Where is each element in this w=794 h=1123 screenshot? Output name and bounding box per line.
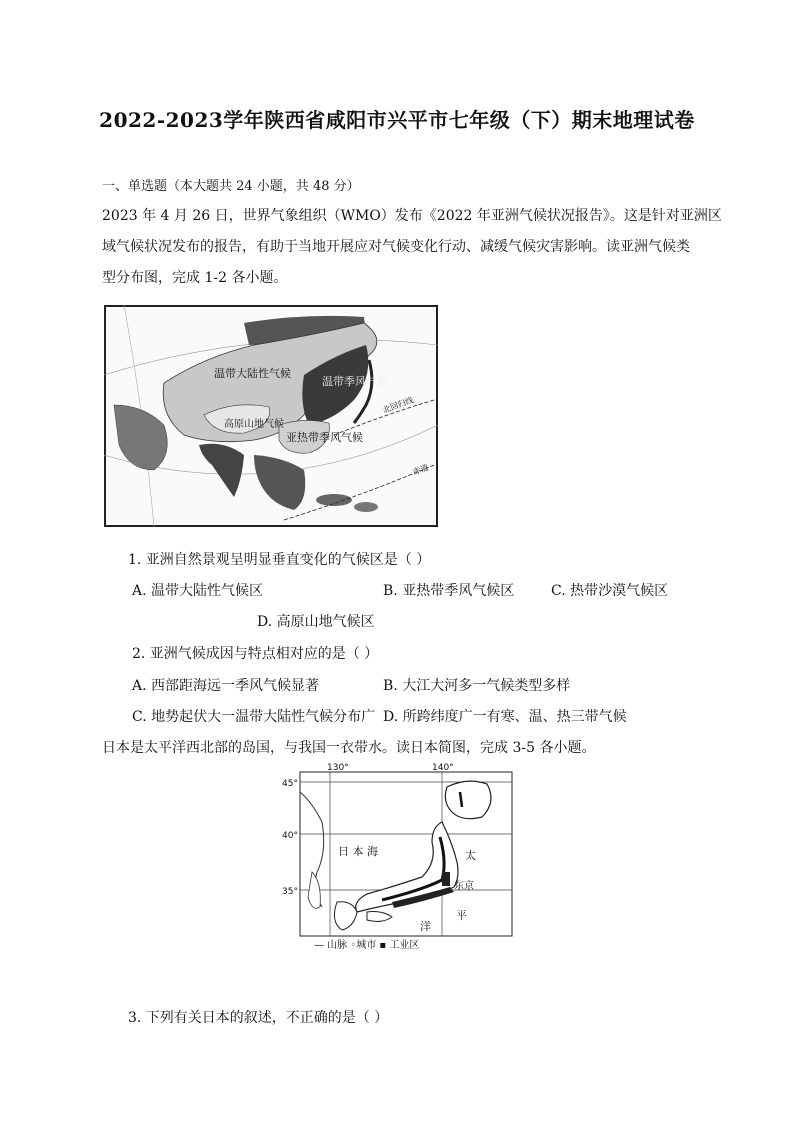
q2-stem: 2. 亚洲气候成因与特点相对应的是（ ） xyxy=(132,646,379,662)
label-temperate-continental: 温带大陆性气候 xyxy=(214,367,291,380)
q1-option-c[interactable]: C. 热带沙漠气候区 xyxy=(551,583,669,599)
sea-of-japan-label: 日 本 海 xyxy=(338,845,378,858)
intro2: 日本是太平洋西北部的岛国，与我国一衣带水。读日本简图，完成 3-5 各小题。 xyxy=(102,740,596,756)
japan-map xyxy=(282,762,518,952)
q1-stem: 1. 亚洲自然景观呈明显垂直变化的气候区是（ ） xyxy=(128,552,431,568)
lon-130-label: 130° xyxy=(327,763,349,773)
label-highland: 高原山地气候 xyxy=(224,419,284,430)
q1-option-d[interactable]: D. 高原山地气候区 xyxy=(257,614,375,630)
label-subtropical-monsoon: 亚热带季风气候 xyxy=(286,431,363,444)
label-temperate-monsoon: 温带季风气候 xyxy=(322,375,388,388)
pacific-label-1: 太 xyxy=(465,849,476,862)
lon-140-label: 140° xyxy=(432,763,454,773)
asia-climate-map xyxy=(104,305,438,527)
lat-40-label: 40° xyxy=(282,831,298,841)
lat-45-label: 45° xyxy=(282,779,298,789)
q2-option-a[interactable]: A. 西部距海远一季风气候显著 xyxy=(132,678,320,694)
section-heading: 一、单选题（本大题共 24 小题，共 48 分） xyxy=(102,179,360,194)
q3-stem: 3. 下列有关日本的叙述，不正确的是（ ） xyxy=(128,1010,389,1026)
tokyo-label: 东京 xyxy=(454,881,474,892)
lat-35-label: 35° xyxy=(282,887,298,897)
label-equator: 赤道 xyxy=(411,462,430,477)
exam-title: 2022-2023学年陕西省咸阳市兴平市七年级（下）期末地理试卷 xyxy=(99,108,695,132)
q1-option-a[interactable]: A. 温带大陆性气候区 xyxy=(132,583,264,599)
intro1-line1: 2023 年 4 月 26 日，世界气象组织（WMO）发布《2022 年亚洲气候状况报告》。这是针对亚洲区 xyxy=(102,208,722,224)
q2-option-d[interactable]: D. 所跨纬度广一有寒、温、热三带气候 xyxy=(383,709,627,725)
map-legend: — 山脉 ◦城市 ▪ 工业区 xyxy=(314,940,420,951)
q2-option-b[interactable]: B. 大江大河多一气候类型多样 xyxy=(383,678,571,694)
intro1-line3: 型分布图，完成 1-2 各小题。 xyxy=(102,270,288,286)
label-tropic-of-cancer: 北回归线 xyxy=(381,395,415,415)
pacific-label-3: 洋 xyxy=(420,920,431,933)
pacific-label-2: 平 xyxy=(456,909,467,922)
q2-option-c[interactable]: C. 地势起伏大一温带大陆性气候分布广 xyxy=(132,709,376,725)
q1-option-b[interactable]: B. 亚热带季风气候区 xyxy=(383,583,515,599)
intro1-line2: 域气候状况发布的报告，有助于当地开展应对气候变化行动、减缓气候灾害影响。读亚洲气候类 xyxy=(102,239,690,255)
